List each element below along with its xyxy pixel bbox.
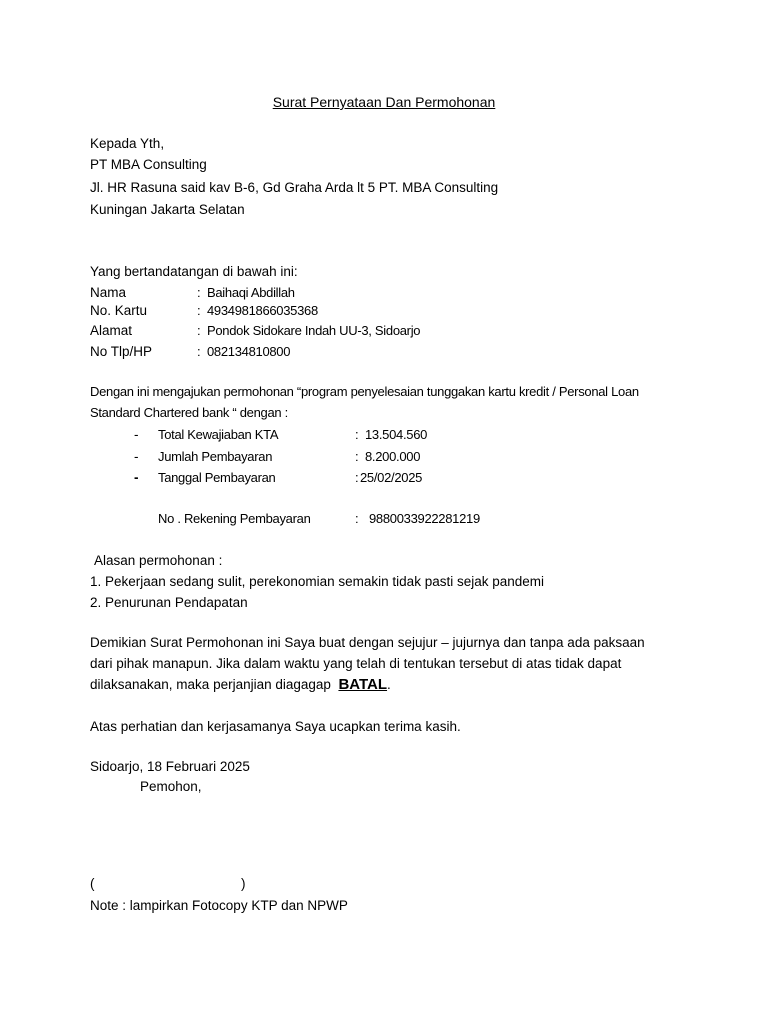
detail-colon-total: :	[355, 427, 359, 442]
identity-value-phone: 082134810800	[207, 344, 291, 359]
recipient-greeting: Kepada Yth,	[90, 136, 165, 151]
closing-line-1: Demikian Surat Permohonan ini Saya buat dengan sejujur – jujurnya dan tanpa ada paksaan	[90, 635, 645, 650]
detail-label-payment: Jumlah Pembayaran	[158, 449, 273, 464]
signer-label: Pemohon,	[140, 779, 202, 794]
place-date: Sidoarjo, 18 Februari 2025	[90, 759, 250, 774]
identity-label-name: Nama	[90, 285, 127, 300]
reason-item-1: 1. Pekerjaan sedang sulit, perekonomian semakin tidak pasti sejak pandemi	[90, 574, 545, 589]
request-line-1: Dengan ini mengajukan permohonan “program penyelesaian tunggakan kartu kredit / Personal Loan	[90, 384, 639, 399]
identity-label-address: Alamat	[90, 323, 133, 338]
detail-bullet-total: -	[134, 427, 139, 442]
identity-colon-address: :	[197, 323, 201, 338]
intro-text: Yang bertandatangan di bawah ini:	[90, 264, 298, 279]
detail-bullet-payment: -	[134, 449, 139, 464]
reason-item-2: 2. Penurunan Pendapatan	[90, 595, 248, 610]
account-colon: :	[355, 511, 359, 526]
identity-colon-name: :	[197, 285, 201, 300]
detail-label-total: Total Kewajiaban KTA	[158, 427, 279, 442]
detail-label-date: Tanggal Pembayaran	[158, 470, 276, 485]
closing-line-3	[90, 676, 391, 694]
batal-word: BATAL	[338, 676, 388, 693]
reasons-heading: Alasan permohonan :	[94, 553, 223, 568]
detail-value-payment: 8.200.000	[365, 449, 421, 464]
identity-label-card: No. Kartu	[90, 303, 148, 318]
detail-colon-payment: :	[355, 449, 359, 464]
recipient-company: PT MBA Consulting	[90, 157, 207, 172]
signature-open-paren: (	[90, 876, 95, 891]
identity-value-name: Baihaqi Abdillah	[207, 285, 295, 300]
identity-value-card: 4934981866035368	[207, 303, 318, 318]
recipient-address-1: Jl. HR Rasuna said kav B-6, Gd Graha Arda lt 5 PT. MBA Consulting	[90, 180, 499, 195]
identity-value-address: Pondok Sidokare Indah UU-3, Sidoarjo	[207, 323, 421, 338]
detail-value-date: 25/02/2025	[360, 470, 423, 485]
detail-colon-date: :	[355, 470, 359, 485]
note-text: Note : lampirkan Fotocopy KTP dan NPWP	[90, 898, 348, 913]
recipient-address-2: Kuningan Jakarta Selatan	[90, 202, 245, 217]
closing-line-3-text: dilaksanakan, maka perjanjian diagagap	[90, 677, 331, 692]
detail-bullet-date: -	[134, 470, 139, 485]
closing-period: .	[387, 677, 391, 692]
thanks-text: Atas perhatian dan kerjasamanya Saya ucapkan terima kasih.	[90, 719, 461, 734]
identity-colon-phone: :	[197, 344, 201, 359]
identity-label-phone: No Tlp/HP	[90, 344, 153, 359]
identity-colon-card: :	[197, 303, 201, 318]
closing-line-2: dari pihak manapun. Jika dalam waktu yang telah di tentukan tersebut di atas tidak dapat	[90, 656, 622, 671]
letter-title: Surat Pernyataan Dan Permohonan	[272, 94, 496, 110]
signature-close-paren: )	[241, 876, 246, 891]
request-line-2: Standard Chartered bank “ dengan :	[90, 405, 288, 420]
detail-value-total: 13.504.560	[365, 427, 428, 442]
account-value: 9880033922281219	[369, 511, 480, 526]
account-label: No . Rekening Pembayaran	[158, 511, 311, 526]
